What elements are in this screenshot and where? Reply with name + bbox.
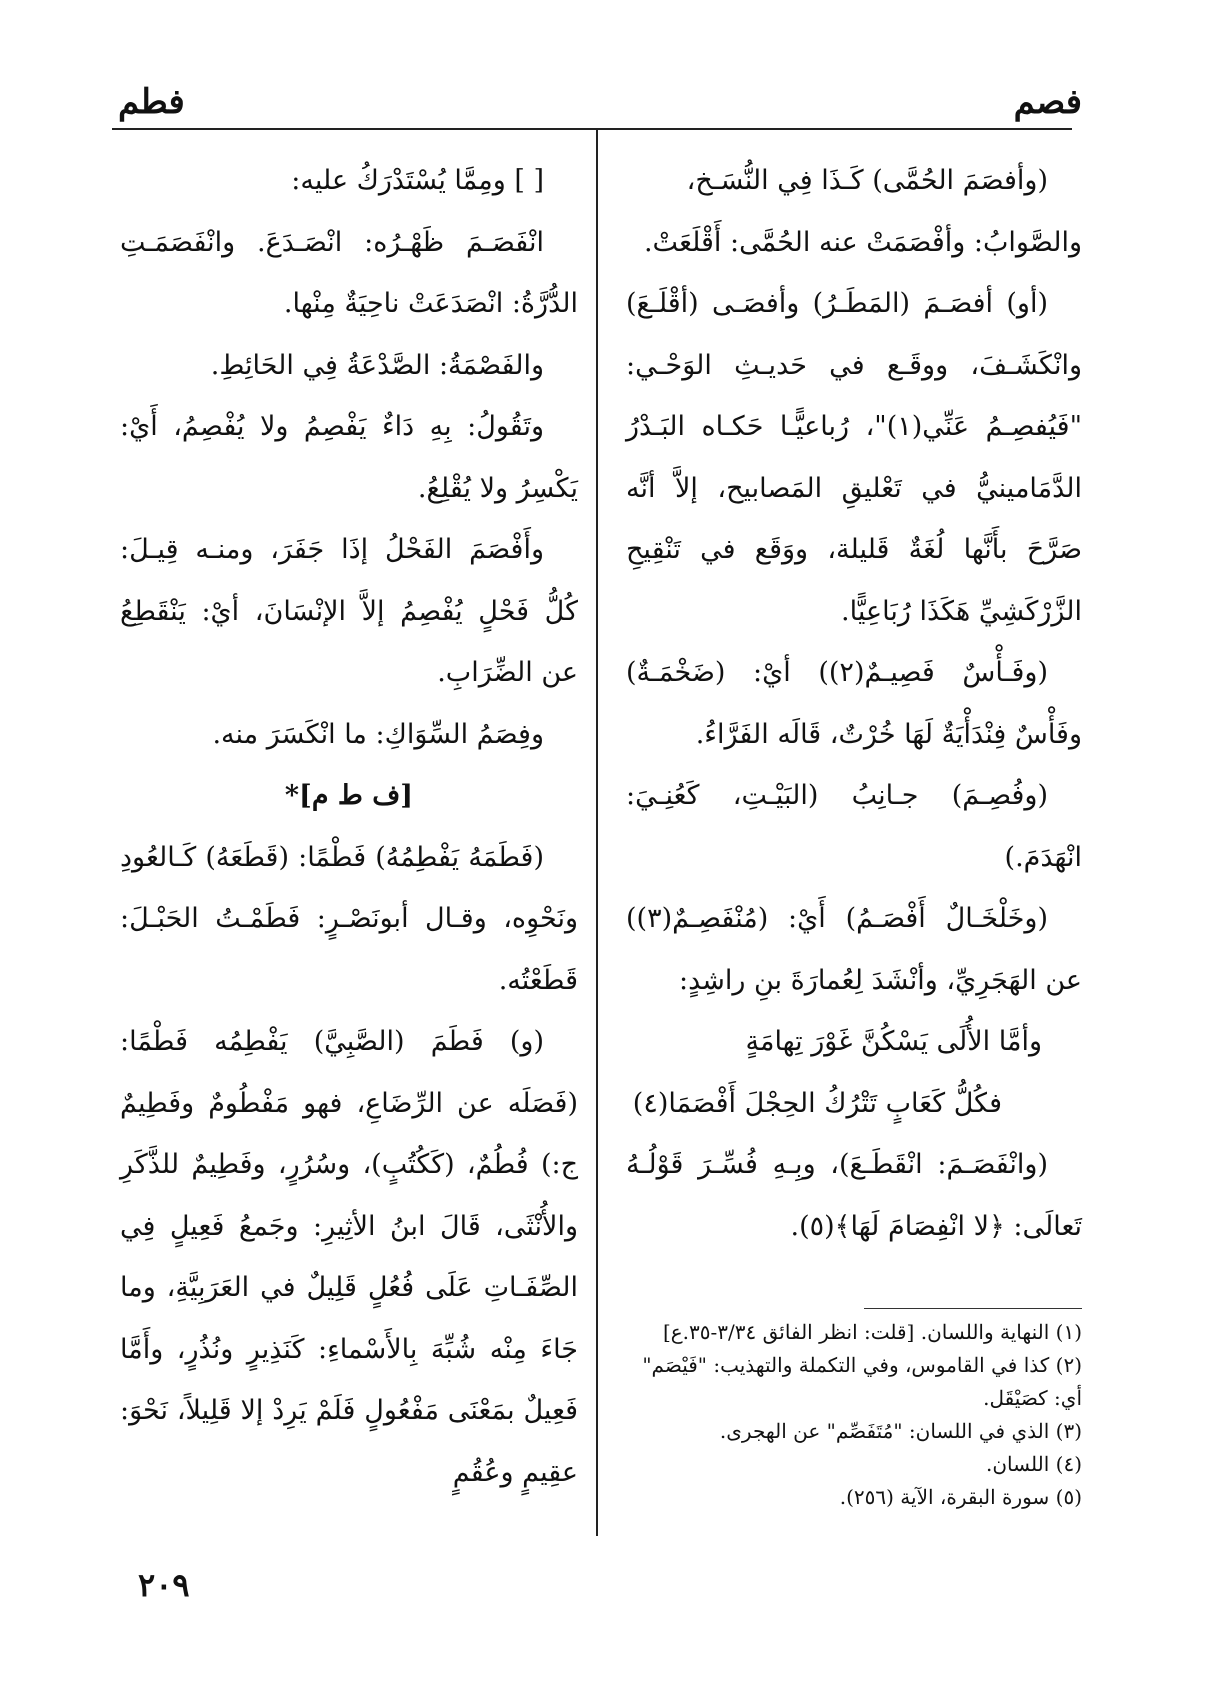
column-divider [596,128,598,1536]
entry-paragraph: (وفُصِـمَ) جـانِبُ (البَيْـتِ، كَعُنِـيَ: انْهَدَمَ.) [626,780,1082,873]
footnote: (٥) سورة البقرة، الآية (٢٥٦). [839,1485,1082,1509]
footnote: (٢) كذا في القاموس، وفي التكملة والتهذيب: "فَيْصَم" أي: كصَيْقَل. [642,1353,1082,1410]
entry-paragraph: (أو) أفصَـمَ (المَطَـرُ) وأفصَـى (أقْلَـعَ) وانْكَشَـفَ، ووقَـع في حَديـثِ الوَحْـي: "فَيُفصِـمُ عَنِّي(١)"، رُباعيًّـا حَكـاه البَـدْرُ الدَّمَامينيُّ في تَعْليقِ المَصابيح، إلاَّ أنَّه صَرَّحَ بأَنَّها لُغَةٌ قَليلة، ووَقَع في تَنْقِيحِ الزَّرْكَشِيِّ هَكَذَا رُبَاعِيًّا. [626,288,1082,627]
footnote: (٣) الذي في اللسان: "مُتَفَصِّم" عن الهجرى. [719,1419,1082,1443]
entry-paragraph: (وانْفَصَـمَ: انْقَطَـعَ)، وبِـهِ فُسِّـرَ قَوْلُـهُ تَعالَى: ﴿لا انْفِصَامَ لَهَا﴾(٥). [626,1149,1082,1242]
header-rule [112,128,1072,130]
entry-paragraph: انْفَصَـمَ ظَهْـرُه: انْصَـدَعَ. وانْفَصَمَـتِ الدُّرَّةُ: انْصَدَعَتْ ناحِيَةٌ مِنْها. [120,226,578,319]
footnotes [626,1316,1082,1514]
entry-paragraph: (و) فَطَمَ (الصَّبِيَّ) يَفْطِمُه فَطْمًا: (فَصَلَه عن الرِّضَاعِ، فهو مَفْطُومٌ وفَطِيمٌ ج:) فُطُمٌ، (كَكُتُبٍ)، وسُرُرٍ، وفَطِيمٌ للذَّكَرِ والأُنْثَى، قَالَ ابنُ الأثِيرِ: وجَمعُ فَعِيلٍ فِي الصِّفَـاتِ عَلَى فُعُلٍ قَلِيلٌ في العَرَبِيَّةِ، وما جَاءَ مِنْه شُبِّهَ بِالأَسْماءِ: كَنَذِيرٍ ونُذُرٍ، وأَمَّا فَعِيلٌ بمَعْنَى مَفْعُولٍ فَلَمْ يَرِدْ إلا قَلِيلاً، نَحْوَ: عقِيمٍ وعُقُمٍ [120,1026,578,1488]
verse-line: فكُلُّ كَعَابٍ تَتْرُكُ الحِجْلَ أَفْصَمَا(٤) [632,1087,1002,1119]
entry-paragraph: وتَقُولُ: بِهِ دَاءٌ يَفْصِمُ ولا يُفْصِمُ، أَيْ: يَكْسِرُ ولا يُقْلِعُ. [120,411,578,504]
entry-paragraph: (وخَلْخَـالٌ أَفْصَـمُ) أَيْ: (مُنْفَصِـمٌ(٣)) عن الهَجَرِيِّ، وأنْشَدَ لِعُمارَةَ بنِ راشِدٍ: [626,903,1082,996]
entry-paragraph: [ ] ومِمَّا يُسْتَدْرَكُ عليه: [291,165,544,196]
left-column [120,150,578,1503]
entry-paragraph: وفِصَمُ السِّوَاكِ: ما انْكَسَرَ منه. [212,718,544,750]
running-head-right: فصم [1013,82,1082,122]
footnote: (١) النهاية واللسان. [قلت: انظر الفائق ٣/٣٤-٣٥.ع] [662,1320,1082,1344]
entry-paragraph: (فَطَمَهُ يَفْطِمُهُ) فَطْمًا: (قَطَعَهُ) كَـالعُودِ ونَحْوِه، وقـال أبونَصْـرٍ: فَطَمْـتُ الحَبْـلَ: قَطَعْتُه. [120,841,578,996]
root-heading: [ف ط م]* [284,780,414,811]
entry-paragraph: (وفَـأْسٌ فَصِيـمٌ(٢)) أيْ: (ضَخْمَـةٌ) وفَأْسٌ فِنْدَأْيَةٌ لَهَا خُرْتٌ، قَالَه الفَرَّاءُ. [626,657,1082,750]
entry-paragraph: والفَصْمَةُ: الصَّدْعَةُ فِي الحَائِطِ. [210,349,544,381]
right-column [626,150,1082,1257]
page-number: ٢٠٩ [138,1566,190,1604]
footnote: (٤) اللسان. [986,1452,1082,1476]
verse-line: وأمَّا الأُلَى يَسْكُنَّ غَوْرَ تِهامَةٍ [745,1026,1042,1057]
running-head-left: فطم [118,82,185,122]
entry-paragraph: والصَّوابُ: وأفْصَمَتْ عنه الحُمَّى: أَقْلَعَتْ. [643,226,1082,258]
footnote-rule [864,1308,1082,1309]
entry-paragraph: وأَفْصَمَ الفَحْلُ إذَا جَفَرَ، ومنـه قِيـلَ: كُلُّ فَحْلٍ يُفْصِمُ إلاَّ الإنْسَانَ، أيْ: يَنْقَطِعُ عن الضِّرَابِ. [120,534,578,688]
entry-paragraph: (وأفصَمَ الحُمَّى) كَـذَا فِي النُّسَـخ، [686,165,1048,196]
